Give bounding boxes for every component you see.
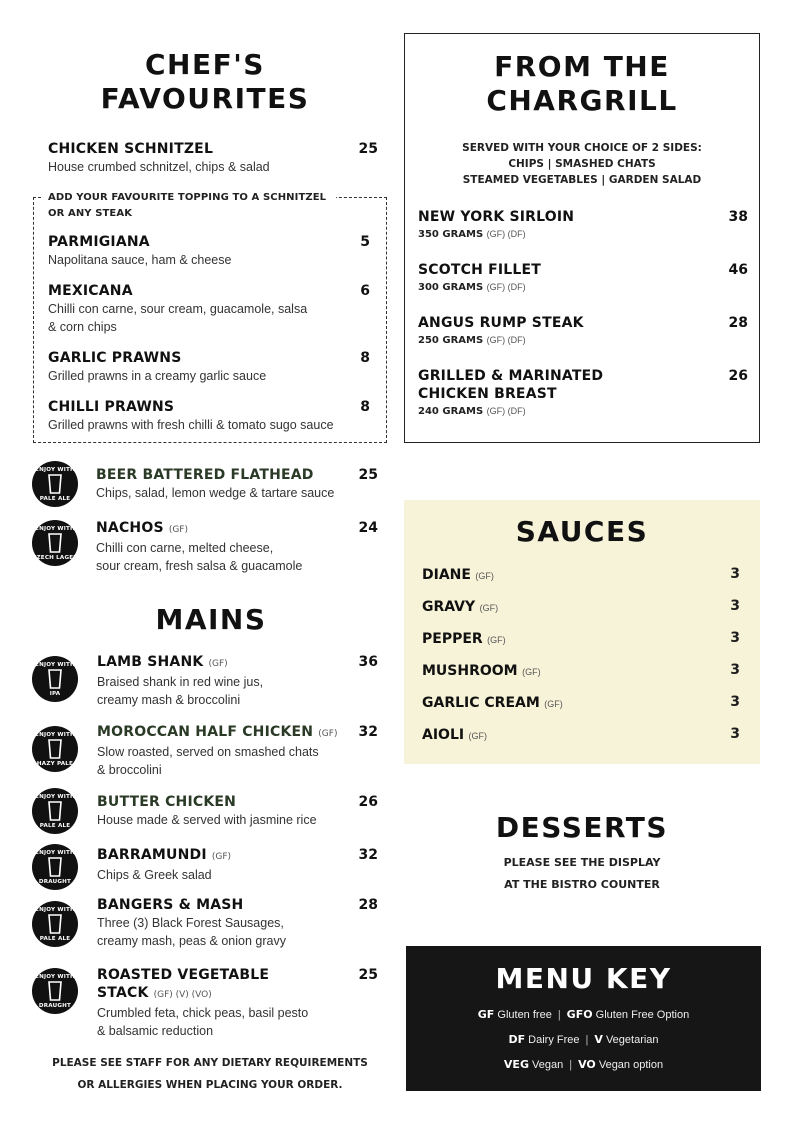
menu-item-nachos bbox=[96, 519, 378, 575]
sauce-row-mushroom bbox=[422, 662, 740, 682]
key-label: Gluten free bbox=[497, 1009, 552, 1021]
item-name bbox=[96, 519, 378, 539]
badge-bottom-text: DRAUGHT bbox=[38, 1003, 72, 1009]
item-price: 36 bbox=[358, 654, 378, 670]
desserts-title: DESSERTS bbox=[495, 811, 669, 844]
item-weight bbox=[418, 332, 748, 349]
dietary-footer-line1: PLEASE SEE STAFF FOR ANY DIETARY REQUIREMENTS bbox=[52, 1057, 368, 1069]
item-name: NEW YORK SIRLOIN bbox=[418, 209, 575, 225]
key-separator: | bbox=[569, 1059, 573, 1071]
chefs-favourites-title bbox=[30, 48, 380, 115]
item-name-line2: CHICKEN BREAST bbox=[418, 386, 557, 402]
weight-text: 300 GRAMS bbox=[418, 282, 484, 293]
item-name-text: MOROCCAN HALF CHICKEN bbox=[97, 724, 314, 740]
diet-tag: (GF) (DF) bbox=[486, 335, 526, 345]
menu-key-line-3 bbox=[406, 1058, 761, 1071]
sauce-price: 3 bbox=[730, 566, 740, 582]
item-weight bbox=[418, 403, 748, 420]
item-description: Chilli con carne, sour cream, guacamole, salsa bbox=[48, 302, 308, 316]
sides-note-line3: STEAMED VEGETABLES | GARDEN SALAD bbox=[462, 174, 702, 186]
weight-text: 250 GRAMS bbox=[418, 335, 484, 346]
chargrill-title bbox=[404, 50, 760, 117]
weight-text: 350 GRAMS bbox=[418, 229, 484, 240]
menu-item-moroccan-chicken bbox=[97, 723, 378, 779]
badge-bottom-text: DRAUGHT bbox=[38, 879, 72, 885]
menu-item-barramundi bbox=[97, 846, 378, 884]
chargrill-title-line1: FROM THE bbox=[494, 50, 670, 83]
beer-badge bbox=[32, 968, 78, 1014]
topping-note-line1: ADD YOUR FAVOURITE TOPPING TO A SCHNITZEL bbox=[48, 192, 327, 203]
item-description: Chilli con carne, melted cheese, bbox=[96, 541, 274, 555]
sides-note bbox=[404, 140, 760, 188]
item-description-cont: & broccolini bbox=[97, 763, 162, 777]
item-price: 28 bbox=[728, 315, 748, 331]
menu-item-flathead bbox=[96, 466, 378, 502]
beer-badge bbox=[32, 788, 78, 834]
sauce-row-pepper bbox=[422, 630, 740, 650]
item-name bbox=[97, 723, 378, 743]
item-name bbox=[97, 846, 378, 866]
diet-tag: (GF) bbox=[479, 603, 499, 613]
sauce-row-garlic-cream bbox=[422, 694, 740, 714]
menu-item-roasted-vegetable-stack bbox=[97, 966, 378, 1040]
item-description-cont: sour cream, fresh salsa & guacamole bbox=[96, 559, 303, 573]
item-description: Slow roasted, served on smashed chats bbox=[97, 745, 319, 759]
item-name-text: BARRAMUNDI bbox=[97, 847, 207, 863]
item-price: 26 bbox=[358, 794, 378, 810]
key-code: GFO bbox=[566, 1008, 593, 1021]
item-description-cont: creamy mash, peas & onion gravy bbox=[97, 934, 286, 948]
badge-bottom-text: CZECH LAGER bbox=[32, 555, 78, 561]
item-description: Chips & Greek salad bbox=[97, 868, 212, 882]
badge-bottom-text: PALE ALE bbox=[39, 936, 71, 942]
item-weight bbox=[418, 279, 748, 296]
badge-top-text: ENJOY WITH bbox=[35, 662, 75, 668]
badge-top-text: ENJOY WITH bbox=[35, 794, 75, 800]
badge-top-text: ENJOY WITH bbox=[35, 467, 75, 473]
badge-top-text: ENJOY WITH bbox=[35, 974, 75, 980]
diet-tag: (GF) (DF) bbox=[486, 406, 526, 416]
sauce-price: 3 bbox=[730, 630, 740, 646]
menu-item-lamb-shank bbox=[97, 653, 378, 709]
item-price: 32 bbox=[358, 724, 378, 740]
key-label: Vegan bbox=[532, 1059, 564, 1071]
key-code: VEG bbox=[503, 1058, 529, 1071]
item-name: CHICKEN SCHNITZEL bbox=[48, 141, 214, 157]
item-name: BUTTER CHICKEN bbox=[97, 794, 237, 810]
sides-note-line2: CHIPS | SMASHED CHATS bbox=[508, 158, 656, 170]
desserts-note-line1: PLEASE SEE THE DISPLAY bbox=[503, 856, 661, 869]
item-name: CHILLI PRAWNS bbox=[48, 399, 175, 415]
sauce-name: MUSHROOM bbox=[422, 663, 518, 679]
item-price: 25 bbox=[358, 967, 378, 983]
key-separator: | bbox=[557, 1009, 561, 1021]
item-name bbox=[97, 653, 378, 673]
key-code: V bbox=[594, 1033, 603, 1046]
diet-tag: (GF) bbox=[211, 852, 232, 862]
item-price: 8 bbox=[360, 399, 370, 415]
item-name-line1: ROASTED VEGETABLE bbox=[97, 967, 270, 983]
item-description: Crumbled feta, chick peas, basil pesto bbox=[97, 1006, 309, 1020]
badge-top-text: ENJOY WITH bbox=[35, 907, 75, 913]
menu-item-chicken-schnitzel bbox=[48, 140, 378, 176]
item-weight bbox=[418, 226, 748, 243]
diet-tag: (GF) bbox=[468, 731, 488, 741]
desserts-note-line2: AT THE BISTRO COUNTER bbox=[504, 878, 660, 891]
item-price: 26 bbox=[728, 368, 748, 384]
key-label: Vegan option bbox=[598, 1059, 664, 1071]
sides-note-line1: SERVED WITH YOUR CHOICE OF 2 SIDES: bbox=[462, 142, 702, 154]
beer-badge bbox=[32, 844, 78, 890]
sauce-name: DIANE bbox=[422, 567, 471, 583]
sauce-price: 3 bbox=[730, 662, 740, 678]
chefs-title-line2: FAVOURITES bbox=[100, 81, 310, 115]
item-price: 46 bbox=[728, 262, 748, 278]
diet-tag: (GF) bbox=[318, 729, 338, 739]
item-name: PARMIGIANA bbox=[48, 234, 150, 250]
topping-note-line2: OR ANY STEAK bbox=[48, 208, 133, 219]
menu-item-bangers-mash bbox=[97, 896, 378, 950]
weight-text: 240 GRAMS bbox=[418, 406, 484, 417]
mains-title: MAINS bbox=[155, 603, 267, 636]
item-description: Napolitana sauce, ham & cheese bbox=[48, 253, 232, 267]
sauce-name: AIOLI bbox=[422, 727, 465, 743]
sauce-row-gravy bbox=[422, 598, 740, 618]
topping-garlic-prawns bbox=[48, 349, 370, 385]
beer-badge bbox=[32, 520, 78, 566]
sauce-row-diane bbox=[422, 566, 740, 586]
menu-key-line-1 bbox=[406, 1008, 761, 1021]
item-name: BEER BATTERED FLATHEAD bbox=[96, 467, 314, 483]
item-name-line1: GRILLED & MARINATED bbox=[418, 368, 604, 384]
badge-bottom-text: PALE ALE bbox=[39, 823, 71, 829]
grill-item-chicken-breast bbox=[418, 367, 748, 420]
diet-tag: (GF) bbox=[168, 525, 188, 535]
diet-tag: (GF) bbox=[208, 659, 228, 669]
item-description-cont: & corn chips bbox=[48, 320, 117, 334]
item-description: Braised shank in red wine jus, bbox=[97, 675, 264, 689]
menu-key-title: MENU KEY bbox=[495, 962, 672, 995]
badge-top-text: ENJOY WITH bbox=[35, 732, 75, 738]
item-price: 24 bbox=[358, 520, 378, 536]
dietary-footer bbox=[30, 1052, 390, 1096]
item-price: 6 bbox=[360, 283, 370, 299]
item-price: 32 bbox=[358, 847, 378, 863]
beer-badge bbox=[32, 901, 78, 947]
key-separator: | bbox=[585, 1034, 589, 1046]
diet-tag: (GF) bbox=[544, 699, 563, 709]
item-name-text: STACK bbox=[97, 985, 149, 1001]
topping-note bbox=[42, 190, 336, 222]
topping-mexicana bbox=[48, 282, 370, 336]
item-name: GARLIC PRAWNS bbox=[48, 350, 182, 366]
item-price: 25 bbox=[358, 141, 378, 157]
item-name-text: NACHOS bbox=[96, 520, 164, 536]
badge-bottom-text: IPA bbox=[49, 691, 61, 697]
key-label: Vegetarian bbox=[605, 1034, 659, 1046]
beer-badge bbox=[32, 461, 78, 507]
diet-tag: (GF) (DF) bbox=[486, 282, 526, 292]
chargrill-title-line2: CHARGRILL bbox=[486, 83, 678, 117]
item-description: Three (3) Black Forest Sausages, bbox=[97, 916, 284, 930]
item-name-line2 bbox=[97, 984, 378, 1004]
beer-badge bbox=[32, 726, 78, 772]
menu-item-butter-chicken bbox=[97, 793, 378, 829]
beer-badge bbox=[32, 656, 78, 702]
sauce-price: 3 bbox=[730, 694, 740, 710]
key-label: Gluten Free Option bbox=[595, 1009, 690, 1021]
grill-item-angus-rump bbox=[418, 314, 748, 349]
item-name: BANGERS & MASH bbox=[97, 897, 244, 913]
menu-key-line-2 bbox=[406, 1033, 761, 1046]
desserts-note bbox=[404, 852, 760, 896]
item-description: Grilled prawns with fresh chilli & tomato sugo sauce bbox=[48, 418, 334, 432]
sauce-row-aioli bbox=[422, 726, 740, 746]
sauce-price: 3 bbox=[730, 726, 740, 742]
key-code: VO bbox=[578, 1058, 596, 1071]
sauces-title: SAUCES bbox=[515, 515, 649, 548]
item-price: 25 bbox=[358, 467, 378, 483]
item-price: 38 bbox=[728, 209, 748, 225]
item-description-cont: & balsamic reduction bbox=[97, 1024, 214, 1038]
badge-bottom-text: PALE ALE bbox=[39, 496, 71, 502]
item-price: 8 bbox=[360, 350, 370, 366]
sauce-price: 3 bbox=[730, 598, 740, 614]
item-description: House crumbed schnitzel, chips & salad bbox=[48, 160, 270, 174]
grill-item-new-york-sirloin bbox=[418, 208, 748, 243]
badge-top-text: ENJOY WITH bbox=[35, 526, 75, 532]
item-description-cont: creamy mash & broccolini bbox=[97, 693, 241, 707]
item-description: Chips, salad, lemon wedge & tartare sauce bbox=[96, 486, 335, 500]
item-name: SCOTCH FILLET bbox=[418, 262, 542, 278]
sauce-name: PEPPER bbox=[422, 631, 483, 647]
item-description: House made & served with jasmine rice bbox=[97, 813, 317, 827]
item-price: 5 bbox=[360, 234, 370, 250]
grill-item-scotch-fillet bbox=[418, 261, 748, 296]
topping-chilli-prawns bbox=[48, 398, 370, 434]
chefs-title-line1: CHEF'S bbox=[145, 48, 265, 81]
sauce-name: GARLIC CREAM bbox=[422, 695, 540, 711]
item-name: ANGUS RUMP STEAK bbox=[418, 315, 584, 331]
key-code: GF bbox=[477, 1008, 495, 1021]
item-name-text: LAMB SHANK bbox=[97, 654, 204, 670]
topping-parmigiana bbox=[48, 233, 370, 269]
dietary-footer-line2: OR ALLERGIES WHEN PLACING YOUR ORDER. bbox=[77, 1079, 343, 1091]
diet-tag: (GF) bbox=[522, 667, 541, 677]
badge-top-text: ENJOY WITH bbox=[35, 850, 75, 856]
item-description: Grilled prawns in a creamy garlic sauce bbox=[48, 369, 267, 383]
key-label: Dairy Free bbox=[528, 1034, 580, 1046]
diet-tag: (GF) bbox=[487, 635, 506, 645]
sauce-name: GRAVY bbox=[422, 599, 476, 615]
diet-tag: (GF) (V) (VO) bbox=[153, 990, 212, 1000]
key-code: DF bbox=[508, 1033, 526, 1046]
badge-bottom-text: HAZY PALE bbox=[36, 761, 74, 767]
item-price: 28 bbox=[358, 897, 378, 913]
diet-tag: (GF) (DF) bbox=[486, 229, 526, 239]
item-name: MEXICANA bbox=[48, 283, 133, 299]
diet-tag: (GF) bbox=[475, 571, 494, 581]
